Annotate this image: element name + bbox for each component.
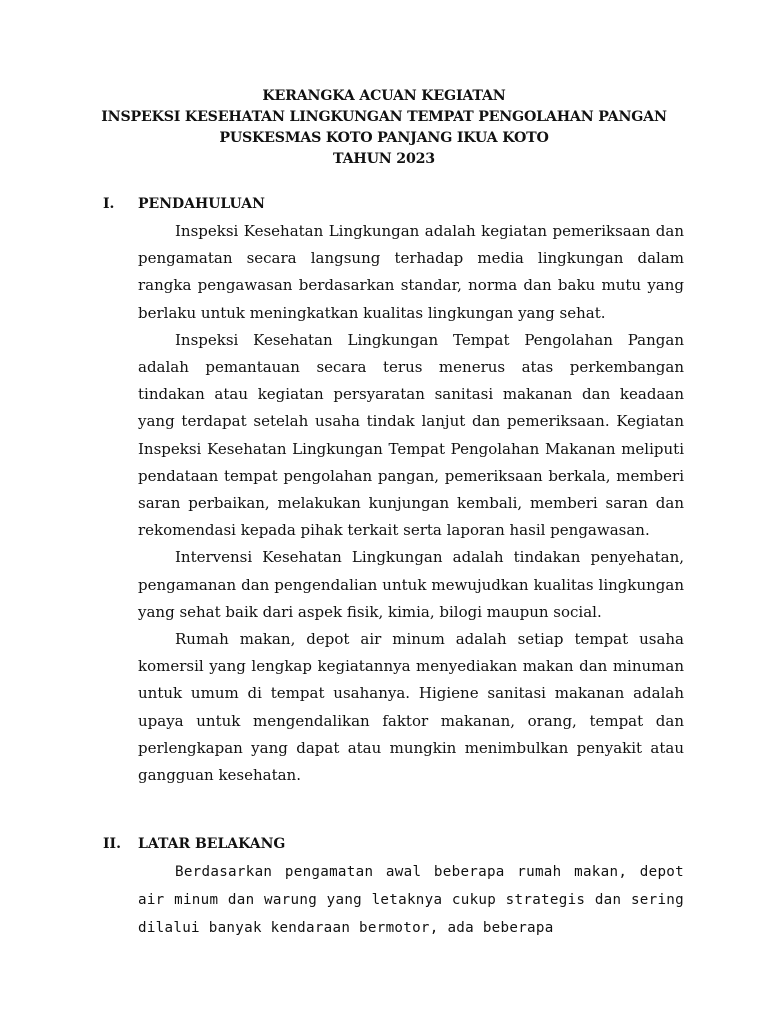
paragraph: Intervensi Kesehatan Lingkungan adalah tindakan penyehatan, pengamanan dan pengendalian untuk mewujudkan kualitas lingkungan yang sehat baik dari aspek fisik, kimia, bilogi maupun social. xyxy=(138,548,684,621)
paragraph: Inspeksi Kesehatan Lingkungan Tempat Pengolahan Pangan adalah pemantauan secara terus menerus atas perkembangan tindakan atau kegiatan persyaratan sanitasi makanan dan keadaan yang terdapat setelah usaha tindak lanjut dan pemeriksaan. Kegiatan Inspeksi Kesehatan Lingkungan Tempat Pengolahan Makanan meliputi pendataan tempat pengolahan pangan, pemeriksaan berkala, memberi saran perbaikan, melakukan kunjungan kembali, memberi saran dan rekomendasi kepada pihak terkait serta laporan hasil pengawasan. xyxy=(138,330,684,540)
title-line-4: TAHUN 2023 xyxy=(333,151,435,167)
title-line-1: KERANGKA ACUAN KEGIATAN xyxy=(262,88,506,104)
section-heading xyxy=(103,836,683,858)
section-title: LATAR BELAKANG xyxy=(138,836,286,852)
title-line-2: INSPEKSI KESEHATAN LINGKUNGAN TEMPAT PENGOLAHAN PANGAN xyxy=(101,109,667,125)
section-heading xyxy=(103,196,683,218)
title-line-3: PUSKESMAS KOTO PANJANG IKUA KOTO xyxy=(219,130,549,146)
paragraph: Rumah makan, depot air minum adalah setiap tempat usaha komersil yang lengkap kegiatannya menyediakan makan dan minuman untuk umum di tempat usahanya. Higiene sanitasi makanan adalah upaya untuk mengendalikan faktor makanan, orang, tempat dan perlengkapan yang dapat atau mungkin menimbulkan penyakit atau gangguan kesehatan. xyxy=(138,630,684,785)
section-title: PENDAHULUAN xyxy=(138,196,265,212)
section-number: I. xyxy=(103,196,115,212)
section-number: II. xyxy=(103,836,121,852)
section-body xyxy=(138,858,684,942)
section-body xyxy=(138,218,684,789)
paragraph: Inspeksi Kesehatan Lingkungan adalah kegiatan pemeriksaan dan pengamatan secara langsung terhadap media lingkungan dalam rangka pengawasan berdasarkan standar, norma dan baku mutu yang berlaku untuk meningkatkan kualitas lingkungan yang sehat. xyxy=(138,222,684,322)
section-latar-belakang xyxy=(103,836,683,942)
section-pendahuluan xyxy=(103,196,683,789)
paragraph: Berdasarkan pengamatan awal beberapa rumah makan, depot air minum dan warung yang letaknya cukup strategis dan sering dilalui banyak kendaraan bermotor, ada beberapa xyxy=(138,864,684,936)
document-title xyxy=(0,86,768,170)
